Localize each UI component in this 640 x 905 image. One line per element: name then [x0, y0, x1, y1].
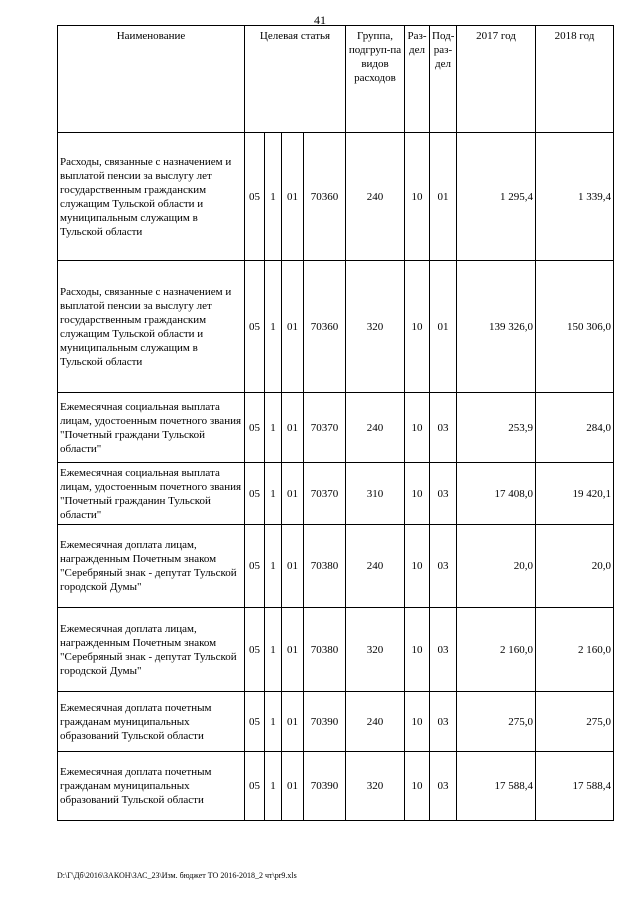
header-subsection: Под-раз-дел: [430, 26, 457, 133]
row-name: Ежемесячная социальная выплата лицам, удостоенным почетного звания "Почетный гражданин Тульской области": [58, 463, 245, 525]
expense-group: 240: [346, 393, 405, 463]
header-section: Раз-дел: [405, 26, 430, 133]
code-part-2: 1: [265, 608, 282, 692]
code-part-4: 70380: [304, 608, 346, 692]
table-row: [58, 692, 614, 752]
code-part-4: 70390: [304, 752, 346, 821]
code-part-3: 01: [282, 692, 304, 752]
section: 10: [405, 525, 430, 608]
table-header-row: [58, 26, 614, 133]
expense-group: 320: [346, 752, 405, 821]
code-part-4: 70370: [304, 463, 346, 525]
table-row: [58, 261, 614, 393]
amount-2017: 20,0: [457, 525, 536, 608]
amount-2018: 17 588,4: [536, 752, 614, 821]
code-part-1: 05: [245, 525, 265, 608]
code-part-4: 70360: [304, 261, 346, 393]
code-part-3: 01: [282, 608, 304, 692]
subsection: 01: [430, 261, 457, 393]
section: 10: [405, 133, 430, 261]
row-name: Ежемесячная доплата почетным гражданам муниципальных образований Тульской области: [58, 692, 245, 752]
amount-2018: 20,0: [536, 525, 614, 608]
table-row: [58, 393, 614, 463]
section: 10: [405, 393, 430, 463]
row-name: Ежемесячная доплата почетным гражданам муниципальных образований Тульской области: [58, 752, 245, 821]
row-name: Ежемесячная доплата лицам, награжденным Почетным знаком "Серебряный знак - депутат Тульской городской Думы": [58, 525, 245, 608]
row-name: Расходы, связанные с назначением и выплатой пенсии за выслугу лет государственным гражданским служащим Тульской области и муниципальным служащим в Тульской области: [58, 133, 245, 261]
amount-2017: 2 160,0: [457, 608, 536, 692]
code-part-3: 01: [282, 393, 304, 463]
expense-group: 240: [346, 133, 405, 261]
header-group: Группа, подгруп-па видов расходов: [346, 26, 405, 133]
code-part-2: 1: [265, 261, 282, 393]
table-row: [58, 752, 614, 821]
header-name: Наименование: [58, 26, 245, 133]
code-part-2: 1: [265, 393, 282, 463]
subsection: 03: [430, 463, 457, 525]
header-year-2018: 2018 год: [536, 26, 614, 133]
subsection: 03: [430, 525, 457, 608]
section: 10: [405, 608, 430, 692]
section: 10: [405, 261, 430, 393]
row-name: Ежемесячная доплата лицам, награжденным Почетным знаком "Серебряный знак - депутат Тульской городской Думы": [58, 608, 245, 692]
code-part-3: 01: [282, 463, 304, 525]
code-part-3: 01: [282, 133, 304, 261]
code-part-1: 05: [245, 463, 265, 525]
amount-2017: 139 326,0: [457, 261, 536, 393]
row-name: Расходы, связанные с назначением и выплатой пенсии за выслугу лет государственным гражданским служащим Тульской области и муниципальным служащим в Тульской области: [58, 261, 245, 393]
code-part-1: 05: [245, 393, 265, 463]
section: 10: [405, 692, 430, 752]
amount-2018: 2 160,0: [536, 608, 614, 692]
expense-group: 240: [346, 692, 405, 752]
budget-table: [57, 25, 614, 821]
code-part-4: 70380: [304, 525, 346, 608]
code-part-3: 01: [282, 752, 304, 821]
subsection: 03: [430, 393, 457, 463]
amount-2017: 253,9: [457, 393, 536, 463]
code-part-4: 70390: [304, 692, 346, 752]
code-part-1: 05: [245, 752, 265, 821]
amount-2017: 17 588,4: [457, 752, 536, 821]
code-part-1: 05: [245, 133, 265, 261]
amount-2018: 19 420,1: [536, 463, 614, 525]
code-part-3: 01: [282, 261, 304, 393]
expense-group: 310: [346, 463, 405, 525]
table-row: [58, 608, 614, 692]
code-part-2: 1: [265, 133, 282, 261]
code-part-4: 70370: [304, 393, 346, 463]
header-year-2017: 2017 год: [457, 26, 536, 133]
amount-2017: 275,0: [457, 692, 536, 752]
amount-2018: 284,0: [536, 393, 614, 463]
code-part-4: 70360: [304, 133, 346, 261]
row-name: Ежемесячная социальная выплата лицам, удостоенным почетного звания "Почетный граждани Тульской области": [58, 393, 245, 463]
amount-2018: 150 306,0: [536, 261, 614, 393]
header-target-article: Целевая статья: [245, 26, 346, 133]
section: 10: [405, 463, 430, 525]
code-part-1: 05: [245, 261, 265, 393]
subsection: 03: [430, 608, 457, 692]
code-part-2: 1: [265, 692, 282, 752]
code-part-1: 05: [245, 692, 265, 752]
table-row: [58, 463, 614, 525]
code-part-2: 1: [265, 752, 282, 821]
page-number: 41: [314, 13, 326, 27]
amount-2018: 275,0: [536, 692, 614, 752]
code-part-3: 01: [282, 525, 304, 608]
footer-file-path: D:\Г\Дб\2016\ЗАКОН\ЗАС_23\Изм. бюджет ТО 2016-2018_2 чт\pr9.xls: [57, 871, 297, 880]
amount-2017: 1 295,4: [457, 133, 536, 261]
expense-group: 320: [346, 608, 405, 692]
code-part-2: 1: [265, 463, 282, 525]
table-row: [58, 133, 614, 261]
expense-group: 240: [346, 525, 405, 608]
expense-group: 320: [346, 261, 405, 393]
subsection: 03: [430, 692, 457, 752]
section: 10: [405, 752, 430, 821]
amount-2018: 1 339,4: [536, 133, 614, 261]
code-part-1: 05: [245, 608, 265, 692]
code-part-2: 1: [265, 525, 282, 608]
amount-2017: 17 408,0: [457, 463, 536, 525]
table-row: [58, 525, 614, 608]
subsection: 03: [430, 752, 457, 821]
subsection: 01: [430, 133, 457, 261]
